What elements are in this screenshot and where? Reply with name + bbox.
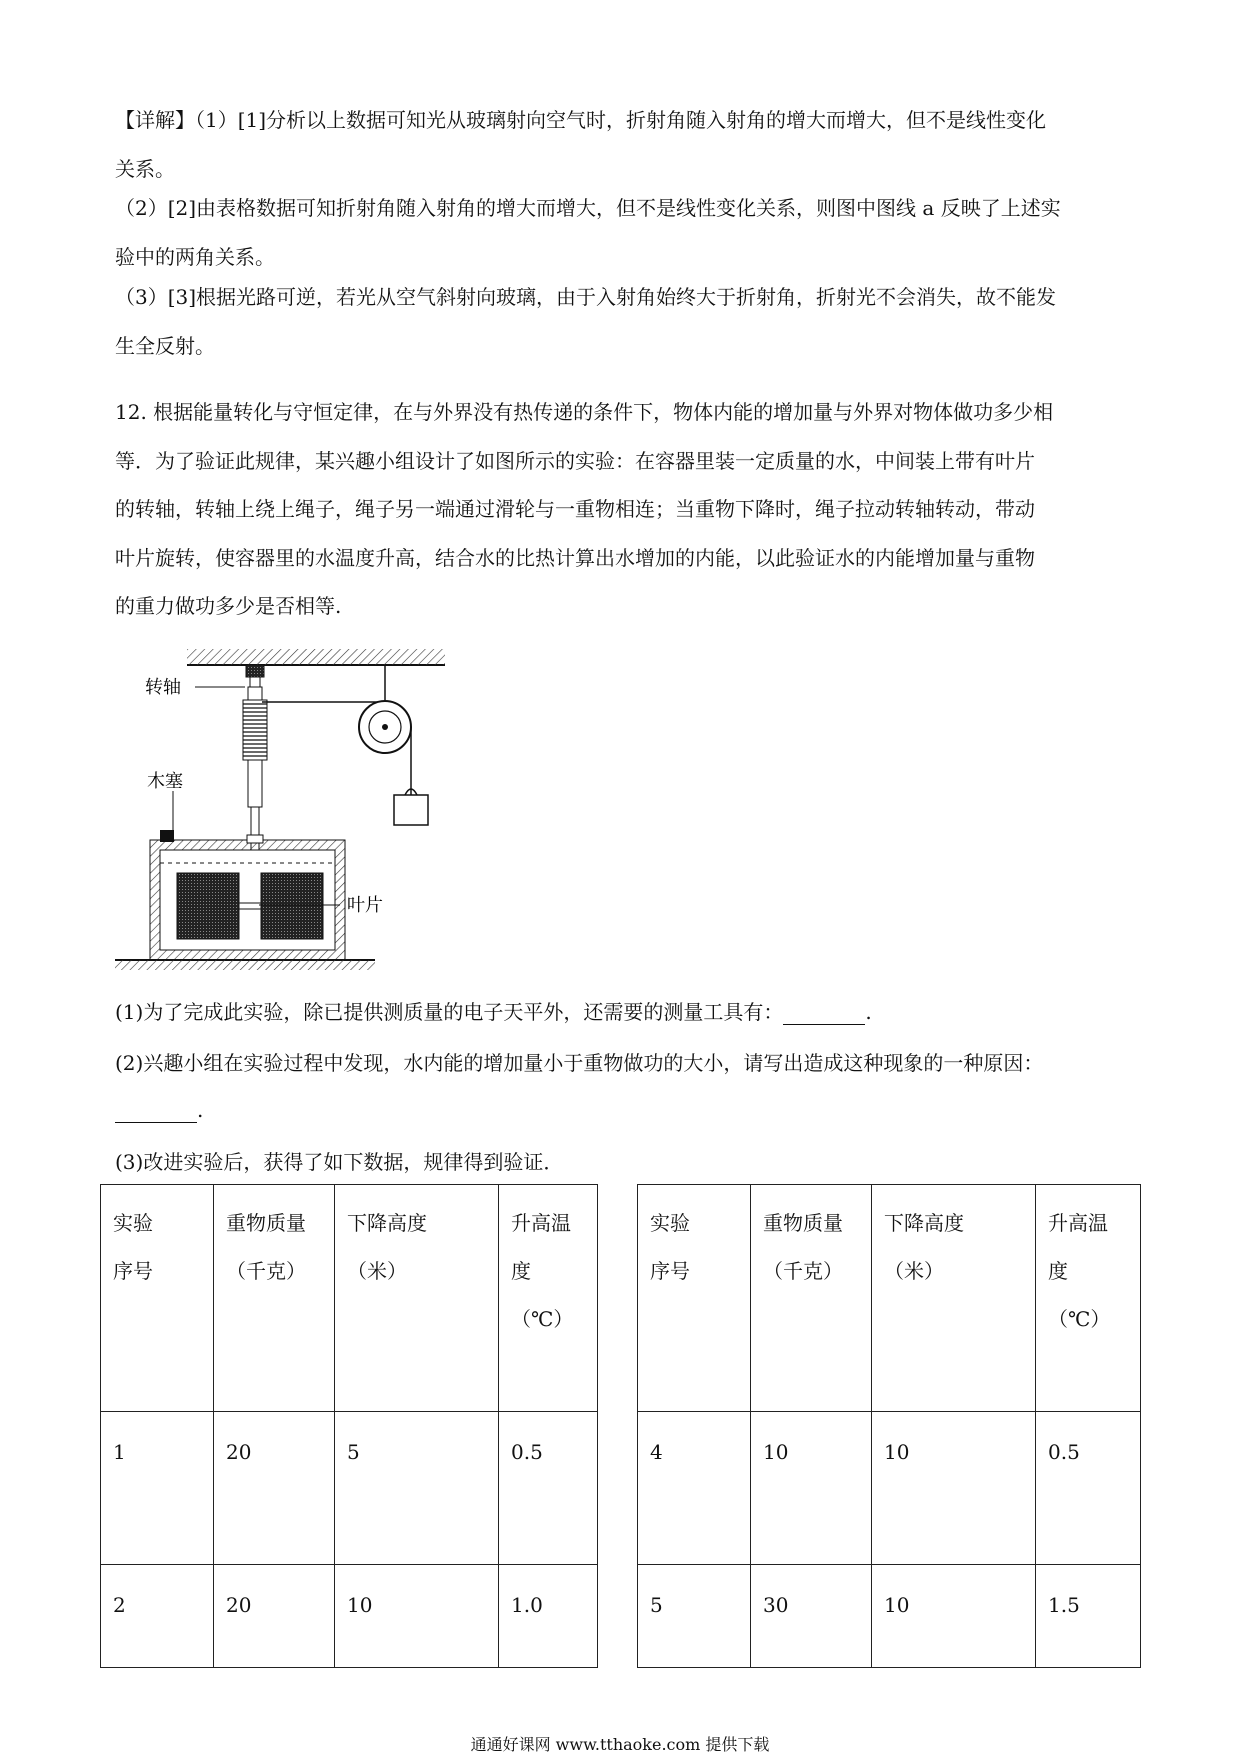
table-gap xyxy=(598,1185,638,1668)
data-table xyxy=(100,1184,1141,1668)
text-line: （3）[3]根据光路可逆，若光从空气斜射向玻璃，由于入射角始终大于折射角，折射光不会消失，故不能发 xyxy=(115,285,1057,309)
header-trial: 实验 序号 xyxy=(101,1185,214,1412)
table-cell: 20 xyxy=(214,1412,335,1565)
sub-question-3 xyxy=(115,1146,563,1175)
text-line: 关系。 xyxy=(115,156,175,181)
text-line: 等．为了验证此规律，某兴趣小组设计了如图所示的实验：在容器里装一定质量的水，中间装上带有叶片 xyxy=(115,448,1035,473)
table-cell: 1.0 xyxy=(499,1565,598,1668)
detail-paragraph-3 xyxy=(115,273,1131,370)
blade-hub xyxy=(239,903,261,909)
answer-blank-2[interactable] xyxy=(115,1098,197,1123)
header-trial: 实验 序号 xyxy=(638,1185,751,1412)
blade-right xyxy=(261,873,323,939)
punctuation: . xyxy=(865,1000,872,1024)
header-temp: 升高温 度 （℃） xyxy=(1036,1185,1141,1412)
header-mass: 重物质量 （千克） xyxy=(214,1185,335,1412)
table-cell: 10 xyxy=(872,1565,1036,1668)
label-cork: 木塞 xyxy=(147,771,183,792)
label-blade: 叶片 xyxy=(347,895,383,916)
sub-question-2-text: (2)兴趣小组在实验过程中发现，水内能的增加量小于重物做功的大小，请写出造成这种现象的一种原因： xyxy=(115,1051,1044,1075)
header-height: 下降高度 （米） xyxy=(335,1185,499,1412)
text-line: 的转轴，转轴上绕上绳子，绳子另一端通过滑轮与一重物相连；当重物下降时，绳子拉动转轴转动，带动 xyxy=(115,497,1035,521)
sub-question-2-answer-line xyxy=(115,1098,203,1123)
table-cell: 2 xyxy=(101,1565,214,1668)
detail-paragraph-2 xyxy=(115,184,1131,281)
text-line: 叶片旋转，使容器里的水温度升高，结合水的比热计算出水增加的内能，以此验证水的内能增加量与重物 xyxy=(115,545,1035,570)
table-cell: 30 xyxy=(751,1565,872,1668)
punctuation: . xyxy=(197,1098,204,1122)
text-line: （2）[2]由表格数据可知折射角随入射角的增大而增大，但不是线性变化关系，则图中图线 a 反映了上述实 xyxy=(115,196,1061,220)
sub-question-1-text: (1)为了完成此实验，除已提供测质量的电子天平外，还需要的测量工具有： xyxy=(115,1000,784,1024)
answer-blank-1[interactable] xyxy=(783,1000,865,1025)
text-line: 验中的两角关系。 xyxy=(115,244,275,269)
table-cell: 0.5 xyxy=(1036,1412,1141,1565)
header-mass: 重物质量 （千克） xyxy=(751,1185,872,1412)
weight xyxy=(394,795,428,825)
table-cell: 10 xyxy=(872,1412,1036,1565)
text-line: 【详解】（1）[1]分析以上数据可知光从玻璃射向空气时，折射角随入射角的增大而增大，但不是线性变化 xyxy=(115,108,1047,132)
table-cell: 10 xyxy=(751,1412,872,1565)
table-cell: 1.5 xyxy=(1036,1565,1141,1668)
table-cell: 5 xyxy=(638,1565,751,1668)
table-cell: 1 xyxy=(101,1412,214,1565)
question-12-stem xyxy=(115,388,1131,631)
detail-paragraph-1 xyxy=(115,96,1131,193)
sub-question-1 xyxy=(115,996,872,1025)
blade-left xyxy=(177,873,239,939)
ground xyxy=(115,960,375,970)
label-shaft: 转轴 xyxy=(145,677,181,698)
text-line: 生全反射。 xyxy=(115,333,215,358)
header-height: 下降高度 （米） xyxy=(872,1185,1036,1412)
ceiling-mount xyxy=(246,665,264,677)
cork xyxy=(160,830,174,842)
text-line: 的重力做功多少是否相等. xyxy=(115,594,342,618)
experiment-apparatus-figure xyxy=(115,645,455,970)
table-cell: 4 xyxy=(638,1412,751,1565)
page-footer: 通通好课网 www.tthaoke.com 提供下载 xyxy=(470,1735,770,1754)
table-cell: 20 xyxy=(214,1565,335,1668)
sub-question-3-text: (3)改进实验后，获得了如下数据，规律得到验证． xyxy=(115,1150,564,1174)
table-cell: 5 xyxy=(335,1412,499,1565)
rope-coil xyxy=(243,700,267,760)
header-temp: 升高温 度 （℃） xyxy=(499,1185,598,1412)
table-cell: 0.5 xyxy=(499,1412,598,1565)
table-cell: 10 xyxy=(335,1565,499,1668)
text-line: 12. 根据能量转化与守恒定律，在与外界没有热传递的条件下，物体内能的增加量与外界对物体做功多少相 xyxy=(115,400,1054,424)
ceiling xyxy=(187,649,445,665)
pulley xyxy=(359,701,411,753)
sub-question-2 xyxy=(115,1047,1043,1076)
table-header-row xyxy=(101,1185,1141,1412)
